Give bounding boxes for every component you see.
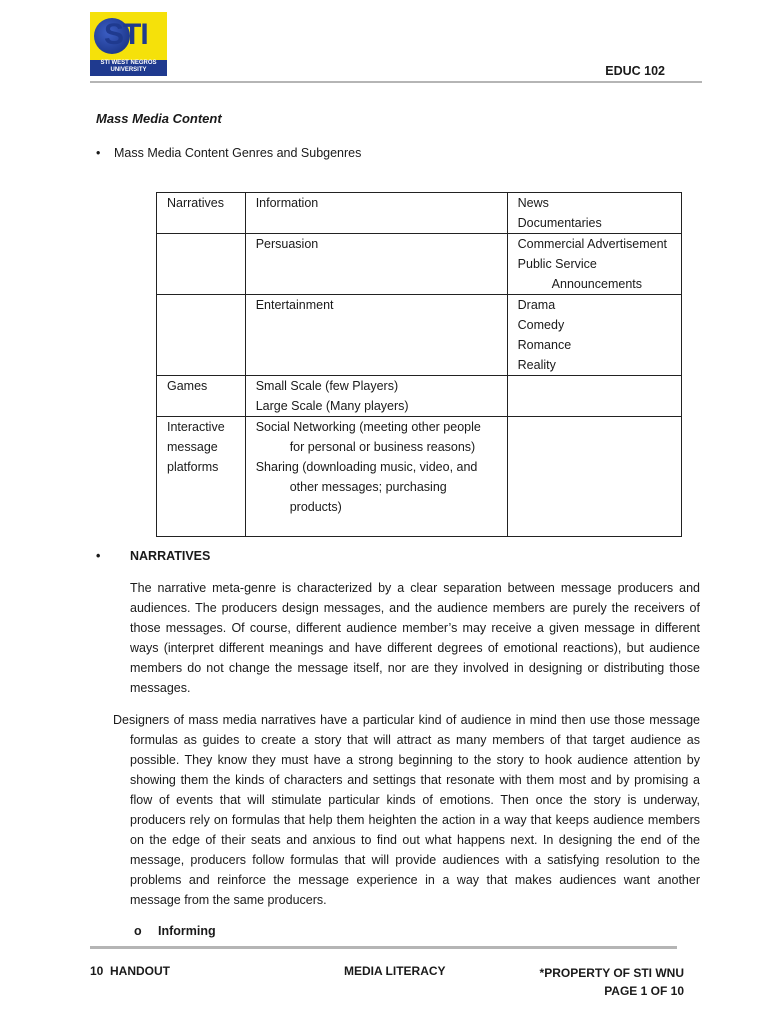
cell-text: Reality <box>517 358 556 372</box>
paragraph-designers: Designers of mass media narratives have a particular kind of audience in mind then use those message formulas as guides to create a story that will attract as many members of that target audience as possible. They know they must have a strong beginning to the story to hook audience attention by showing them the kinds of characters and settings that resonate with them most and by promising a flow of events that will stimulate particular kinds of emotions. Then once the story is underway, producers rely on formulas that help them heighten the action in a way that keeps audience members on the edge of their seats and anxious to find out what happens next. In designing the end of the message, producers follow formulas that will provide audiences with a satisfying resolution to the problems and reinforce the message experience in a way that makes audiences want another message from the same producers. <box>113 713 700 907</box>
cell-text: Interactive <box>167 420 225 434</box>
paragraph-narrative-meta-genre: The narrative meta-genre is characterized by a clear separation between message producers and audiences. The producers design messages, and the audience members are purely the receivers of those messages. Of course, different audience member’s may receive a given message in different ways (interpret different meanings and have different degrees of emotional reactions), but audience members do not change the message itself, nor are they involved in designing or distributing those messages. <box>130 581 700 695</box>
table-cell <box>157 193 246 234</box>
cell-text: platforms <box>167 460 219 474</box>
table-cell <box>245 234 507 295</box>
table-row <box>157 295 682 376</box>
table-cell <box>157 376 246 417</box>
informing-heading-text: Informing <box>158 924 216 938</box>
table-cell <box>157 234 246 295</box>
logo-text: STI <box>104 18 148 51</box>
footer-divider <box>90 946 677 949</box>
table-cell <box>245 295 507 376</box>
table-cell <box>157 417 246 537</box>
bullet-icon: • <box>96 549 101 563</box>
table-cell <box>157 295 246 376</box>
table-cell <box>507 193 681 234</box>
cell-text: products) <box>289 500 342 514</box>
cell-text: Small Scale (few Players) <box>255 379 399 393</box>
footer-handout: 10 HANDOUT <box>90 964 171 978</box>
sti-logo <box>90 12 167 76</box>
course-code: EDUC 102 <box>605 64 665 78</box>
genres-table <box>156 192 682 537</box>
section-title: Mass Media Content <box>96 111 222 126</box>
cell-text: message <box>167 440 218 454</box>
header-divider <box>90 81 702 83</box>
table-cell <box>507 234 681 295</box>
logo-subtext: STI WEST NEGROS UNIVERSITY <box>90 60 167 76</box>
informing-heading <box>134 924 216 938</box>
table-cell <box>507 295 681 376</box>
bullet-intro-text: Mass Media Content Genres and Subgenres <box>114 146 362 160</box>
circle-bullet-icon: o <box>134 924 142 938</box>
cell-text: Persuasion <box>255 237 319 251</box>
footer-subject: MEDIA LITERACY <box>344 964 446 978</box>
table-row <box>157 193 682 234</box>
cell-text: News <box>517 196 549 210</box>
cell-text: Romance <box>517 338 572 352</box>
cell-text: Social Networking (meeting other people <box>255 420 481 434</box>
table-cell <box>245 417 507 537</box>
table-cell <box>245 193 507 234</box>
table-row <box>157 417 682 537</box>
cell-text: Documentaries <box>517 216 602 230</box>
bullet-icon: • <box>96 146 101 160</box>
cell-text: Narratives <box>167 196 224 210</box>
footer-page-number: PAGE 1 OF 10 <box>604 984 684 998</box>
cell-text: for personal or business reasons) <box>289 440 476 454</box>
cell-text: Entertainment <box>255 298 334 312</box>
cell-text: Information <box>255 196 319 210</box>
cell-text: Public Service <box>517 257 597 271</box>
cell-text: Drama <box>517 298 556 312</box>
footer-property <box>540 964 684 1000</box>
table-cell <box>507 376 681 417</box>
table-row <box>157 376 682 417</box>
bullet-intro <box>96 146 361 160</box>
cell-text: Games <box>167 379 208 393</box>
narratives-heading <box>96 549 210 563</box>
cell-text: Commercial Advertisement <box>517 237 668 251</box>
table-cell <box>245 376 507 417</box>
logo-yellow-block <box>90 12 167 60</box>
table-cell <box>507 417 681 537</box>
cell-text: other messages; purchasing <box>289 480 447 494</box>
table-row <box>157 234 682 295</box>
footer-property-line: *PROPERTY OF STI WNU <box>539 966 684 980</box>
cell-text: Comedy <box>517 318 565 332</box>
cell-text: Announcements <box>551 277 642 291</box>
cell-text: Large Scale (Many players) <box>255 399 409 413</box>
narratives-heading-text: NARRATIVES <box>130 549 211 563</box>
cell-text: Sharing (downloading music, video, and <box>255 460 478 474</box>
